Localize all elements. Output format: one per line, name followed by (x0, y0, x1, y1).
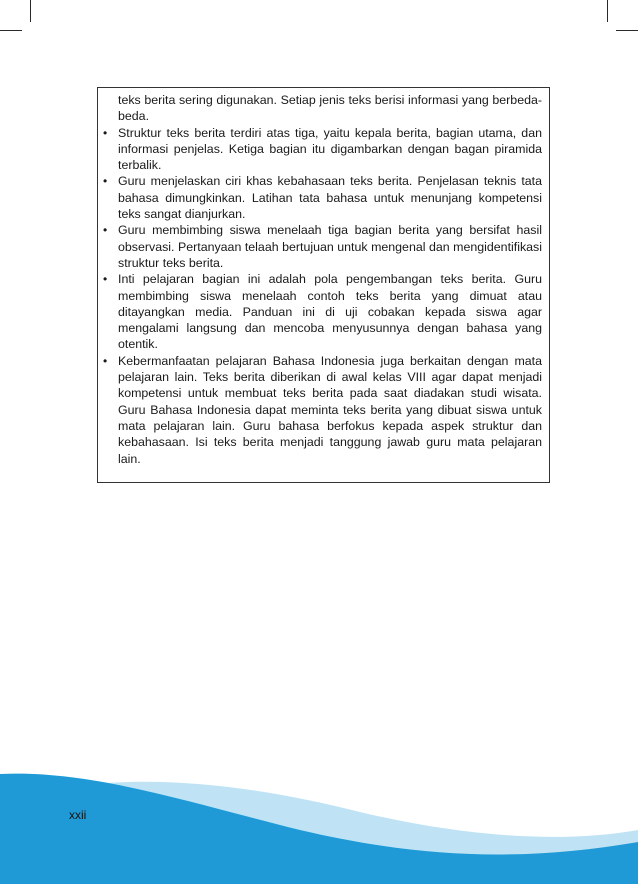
list-item-text: Guru menjelaskan ciri khas kebahasaan teks berita. Penjelasan teknis tata bahasa dimungkinkan. Latihan tata bahasa untuk menunjang kompetensi teks sangat dianjurkan. (118, 174, 542, 222)
bullet-icon: • (103, 223, 108, 238)
crop-mark (30, 0, 31, 22)
list-item (103, 222, 542, 271)
page-number: xxii (69, 808, 87, 822)
bullet-icon: • (103, 174, 108, 189)
footer-wave (0, 760, 638, 884)
guidance-content (103, 92, 542, 467)
list-item (103, 353, 542, 467)
list-item (103, 271, 542, 352)
list-item (103, 173, 542, 222)
list-item-text: Inti pelajaran bagian ini adalah pola pengembangan teks berita. Guru membimbing siswa menelaah contoh teks berita yang dimuat atau ditayangkan media. Panduan ini di uji cobakan kepada siswa agar mengalami langsung dan mencoba menyusunnya dengan bahasa yang otentik. (118, 272, 542, 352)
crop-mark (0, 30, 22, 31)
crop-mark (607, 0, 608, 22)
bullet-icon: • (103, 353, 108, 368)
list-item-text: Struktur teks berita terdiri atas tiga, yaitu kepala berita, bagian utama, dan informasi penjelas. Ketiga bagian itu digambarkan dengan bagan piramida terbalik. (118, 125, 542, 173)
guidance-box (97, 87, 550, 483)
list-item-text: Kebermanfaatan pelajaran Bahasa Indonesia juga berkaitan dengan mata pelajaran lain. Teks berita diberikan di awal kelas VIII agar dapat menjadi kompetensi untuk membuat teks berita pada saat diadakan studi wisata. Guru Bahasa Indonesia dapat meminta teks berita yang dibuat siswa untuk mata pelajaran lain. Guru bahasa berfokus kepada aspek struktur dan kebahasaan. Isi teks berita menjadi tanggung jawab guru mata pelajaran lain. (118, 353, 542, 466)
bullet-icon: • (103, 125, 108, 140)
bullet-icon: • (103, 272, 108, 287)
list-item-text: Guru membimbing siswa menelaah tiga bagian berita yang bersifat hasil observasi. Pertanyaan telaah bertujuan untuk mengenal dan mengidentifikasi struktur teks berita. (118, 223, 542, 270)
continued-paragraph: teks berita sering digunakan. Setiap jenis teks berisi informasi yang berbeda-beda. (118, 93, 542, 124)
list-item (103, 125, 542, 174)
crop-mark (616, 30, 638, 31)
